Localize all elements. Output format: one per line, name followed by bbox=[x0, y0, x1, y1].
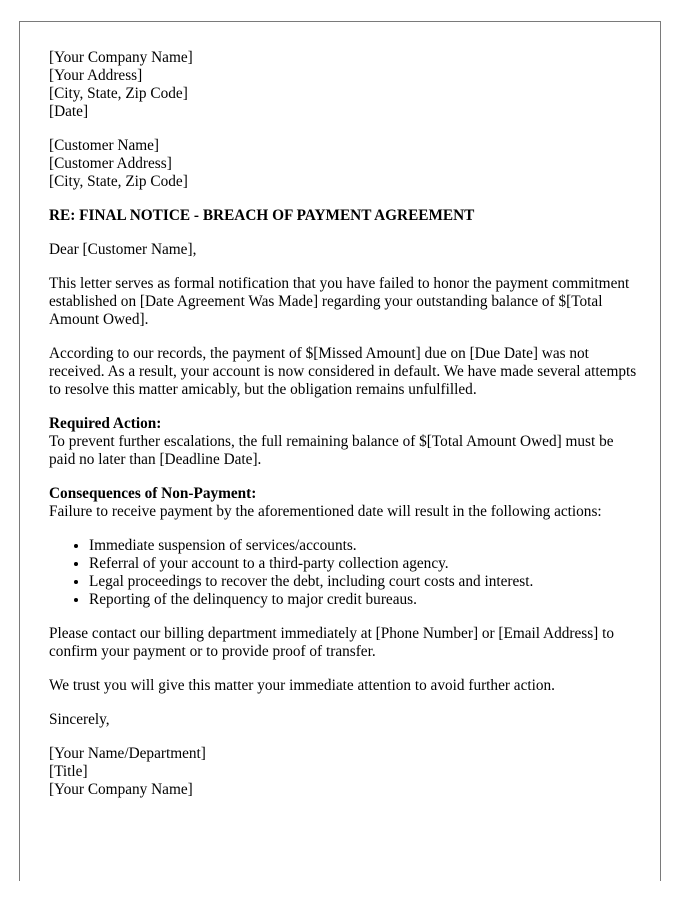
sender-address: [Your Address] bbox=[49, 67, 143, 84]
sender-city: [City, State, Zip Code] bbox=[49, 85, 188, 102]
recipient-city: [City, State, Zip Code] bbox=[49, 173, 188, 190]
intro-paragraph: This letter serves as formal notification that you have failed to honor the payment commitment established on [Date Agreement Was Made] regarding your outstanding balance of $[Total Amount Owed]. bbox=[49, 275, 630, 328]
consequences-section bbox=[49, 485, 639, 609]
recipient-name: [Customer Name] bbox=[49, 137, 160, 154]
sender-block bbox=[49, 49, 639, 121]
consequences-list bbox=[49, 537, 639, 609]
signature-block bbox=[49, 745, 639, 799]
list-item: • Reporting of the delinquency to major credit bureaus. bbox=[89, 591, 639, 609]
sender-company: [Your Company Name] bbox=[49, 49, 193, 66]
letter-date: [Date] bbox=[49, 103, 89, 120]
letter-page bbox=[19, 21, 661, 881]
list-item: • Immediate suspension of services/accounts. bbox=[89, 537, 639, 555]
list-item: • Referral of your account to a third-party collection agency. bbox=[89, 555, 639, 573]
signature-company: [Your Company Name] bbox=[49, 781, 193, 798]
signature-name: [Your Name/Department] bbox=[49, 745, 206, 762]
recipient-address: [Customer Address] bbox=[49, 155, 172, 172]
closing-note: We trust you will give this matter your immediate attention to avoid further action. bbox=[49, 677, 555, 694]
salutation: Dear [Customer Name], bbox=[49, 241, 197, 258]
required-action-heading: Required Action: bbox=[49, 415, 162, 432]
recipient-block bbox=[49, 137, 639, 191]
consequences-heading: Consequences of Non-Payment: bbox=[49, 485, 257, 502]
list-item: • Legal proceedings to recover the debt, including court costs and interest. bbox=[89, 573, 639, 591]
signature-title: [Title] bbox=[49, 763, 88, 780]
signoff: Sincerely, bbox=[49, 711, 110, 728]
required-action-section bbox=[49, 415, 639, 469]
consequences-text: Failure to receive payment by the aforementioned date will result in the following actions: bbox=[49, 503, 602, 520]
records-paragraph: According to our records, the payment of $[Missed Amount] due on [Due Date] was not received. As a result, your account is now considered in default. We have made several attempts to resolve this matter amicably, but the obligation remains unfulfilled. bbox=[49, 345, 637, 398]
subject-line: RE: FINAL NOTICE - BREACH OF PAYMENT AGREEMENT bbox=[49, 207, 475, 224]
letter-content bbox=[49, 49, 639, 799]
required-action-text: To prevent further escalations, the full remaining balance of $[Total Amount Owed] must be paid no later than [Deadline Date]. bbox=[49, 433, 614, 468]
contact-paragraph: Please contact our billing department immediately at [Phone Number] or [Email Address] to confirm your payment or to provide proof of transfer. bbox=[49, 625, 614, 660]
